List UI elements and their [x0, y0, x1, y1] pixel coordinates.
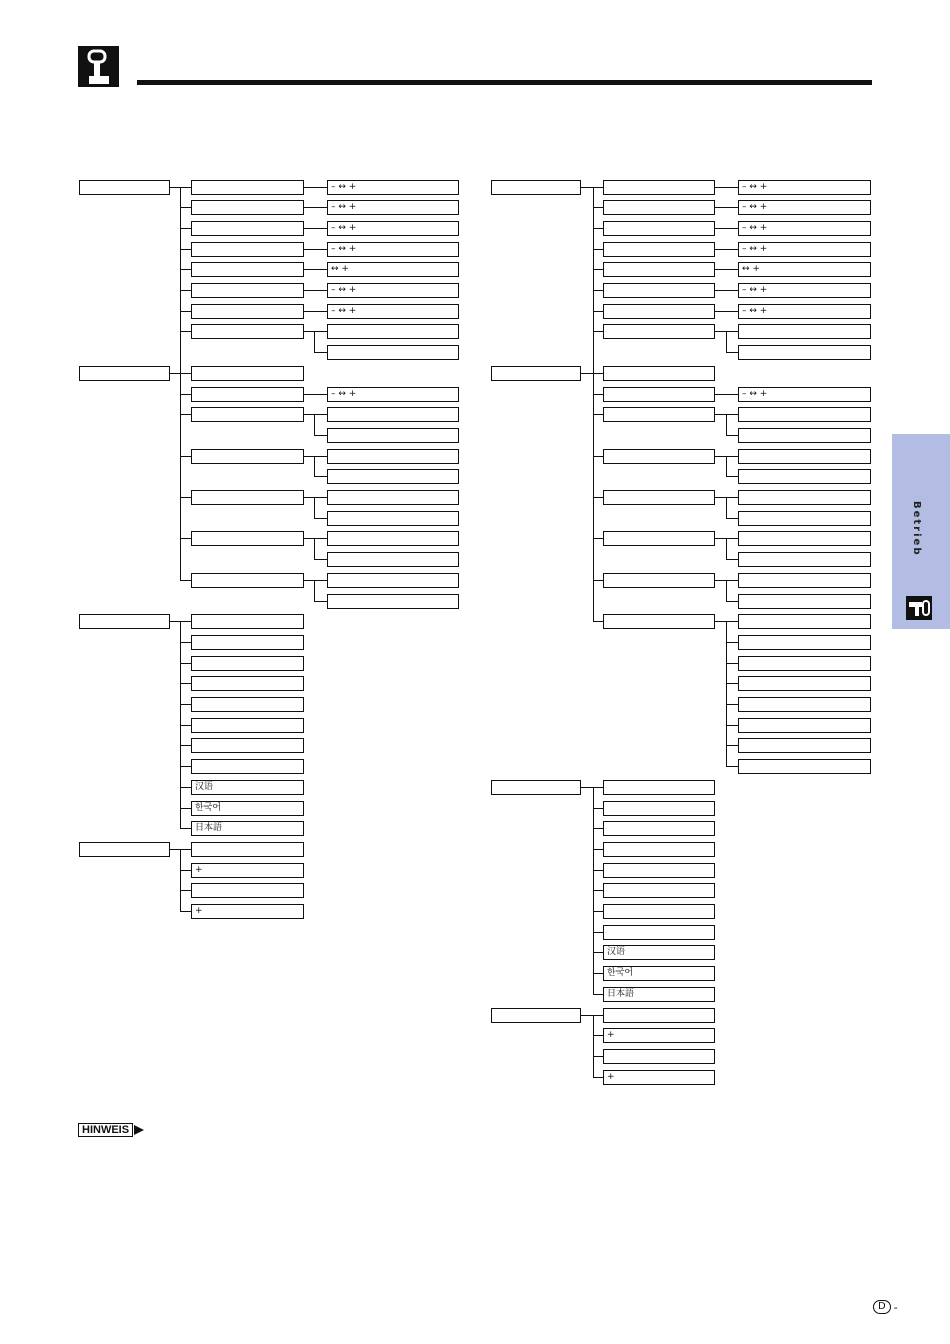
- menu-root-item: [79, 366, 170, 381]
- menu-sub-item: [603, 221, 715, 236]
- connector-line: [304, 290, 327, 291]
- connector-line: [593, 973, 603, 974]
- connector-line: [715, 414, 726, 415]
- connector-line: [726, 497, 727, 519]
- connector-line: [593, 1056, 603, 1057]
- connector-line: [726, 538, 727, 560]
- menu-sub-item: [191, 635, 304, 650]
- connector-line: [180, 849, 191, 850]
- menu-sub-item: [603, 242, 715, 257]
- connector-line: [593, 1015, 603, 1016]
- menu-option-item: – ↔ +: [327, 304, 459, 319]
- connector-line: [726, 331, 738, 332]
- menu-option-item: [738, 759, 871, 774]
- connector-line: [593, 373, 594, 622]
- connector-line: [726, 704, 738, 705]
- connector-line: [180, 808, 191, 809]
- menu-sub-item: [191, 407, 304, 422]
- connector-line: [726, 766, 738, 767]
- connector-line: [593, 414, 603, 415]
- connector-line: [593, 228, 603, 229]
- connector-line: [726, 435, 738, 436]
- connector-line: [180, 704, 191, 705]
- connector-line: [180, 269, 191, 270]
- connector-line: [180, 828, 191, 829]
- connector-line: [726, 414, 738, 415]
- connector-line: [726, 476, 738, 477]
- menu-sub-item: [603, 1049, 715, 1064]
- connector-line: [715, 580, 726, 581]
- menu-option-item: [327, 490, 459, 505]
- menu-option-item: [738, 511, 871, 526]
- connector-line: [314, 580, 315, 602]
- connector-line: [715, 187, 738, 188]
- menu-sub-item: [191, 387, 304, 402]
- menu-option-item: – ↔ +: [738, 242, 871, 257]
- menu-option-item: [327, 407, 459, 422]
- menu-sub-item: [191, 262, 304, 277]
- menu-sub-item: [191, 573, 304, 588]
- menu-option-item: [738, 531, 871, 546]
- connector-line: [180, 642, 191, 643]
- arrow-right-icon: [134, 1125, 144, 1135]
- menu-sub-item: [603, 821, 715, 836]
- menu-option-item: [327, 511, 459, 526]
- connector-line: [314, 456, 327, 457]
- menu-root-item: [79, 614, 170, 629]
- menu-option-item: – ↔ +: [738, 221, 871, 236]
- connector-line: [593, 373, 603, 374]
- connector-line: [715, 456, 726, 457]
- connector-line: [726, 497, 738, 498]
- connector-line: [180, 580, 191, 581]
- menu-option-item: [738, 490, 871, 505]
- connector-line: [715, 311, 738, 312]
- connector-line: [715, 228, 738, 229]
- connector-line: [304, 497, 314, 498]
- menu-sub-item: [603, 200, 715, 215]
- connector-line: [593, 787, 603, 788]
- connector-line: [593, 787, 594, 995]
- connector-line: [304, 228, 327, 229]
- connector-line: [593, 331, 603, 332]
- connector-line: [180, 787, 191, 788]
- connector-line: [593, 187, 594, 374]
- connector-line: [314, 352, 327, 353]
- menu-sub-item: [603, 614, 715, 629]
- connector-line: [593, 580, 603, 581]
- connector-line: [715, 269, 738, 270]
- connector-line: [726, 642, 738, 643]
- connector-line: [304, 394, 327, 395]
- connector-line: [593, 808, 603, 809]
- menu-option-item: [738, 552, 871, 567]
- menu-sub-item: [191, 449, 304, 464]
- menu-option-item: – ↔ +: [738, 200, 871, 215]
- connector-line: [593, 207, 603, 208]
- connector-line: [726, 683, 738, 684]
- menu-sub-item: 日本語: [191, 821, 304, 836]
- connector-line: [726, 559, 738, 560]
- menu-option-item: – ↔ +: [327, 180, 459, 195]
- connector-line: [304, 269, 327, 270]
- page-number-suffix: -: [893, 1300, 898, 1314]
- menu-option-item: [738, 449, 871, 464]
- connector-line: [726, 621, 727, 767]
- connector-line: [180, 849, 181, 912]
- connector-line: [726, 456, 727, 478]
- menu-sub-item: [603, 449, 715, 464]
- menu-option-item: [327, 449, 459, 464]
- menu-sub-item: [191, 200, 304, 215]
- connector-line: [180, 187, 191, 188]
- connector-line: [180, 207, 191, 208]
- connector-line: [726, 331, 727, 353]
- menu-option-item: [327, 594, 459, 609]
- connector-line: [314, 331, 327, 332]
- connector-line: [304, 538, 314, 539]
- connector-line: [304, 331, 314, 332]
- menu-sub-item: [191, 490, 304, 505]
- connector-line: [715, 621, 726, 622]
- connector-line: [715, 249, 738, 250]
- connector-line: [180, 311, 191, 312]
- connector-line: [726, 601, 738, 602]
- connector-line: [593, 187, 603, 188]
- connector-line: [180, 373, 181, 581]
- menu-option-item: [738, 594, 871, 609]
- menu-sub-item: [191, 283, 304, 298]
- connector-line: [304, 187, 327, 188]
- menu-sub-item: [191, 531, 304, 546]
- connector-line: [593, 952, 603, 953]
- connector-line: [593, 269, 603, 270]
- menu-option-item: [738, 697, 871, 712]
- menu-sub-item: [603, 262, 715, 277]
- menu-sub-item: [191, 366, 304, 381]
- connector-line: [180, 538, 191, 539]
- connector-line: [304, 414, 314, 415]
- connector-line: [726, 621, 738, 622]
- connector-line: [715, 497, 726, 498]
- connector-line: [593, 249, 603, 250]
- menu-sub-item: [191, 221, 304, 236]
- menu-sub-item: [603, 925, 715, 940]
- menu-option-item: [738, 573, 871, 588]
- menu-option-item: [738, 718, 871, 733]
- menu-sub-item: [191, 656, 304, 671]
- connector-line: [314, 456, 315, 478]
- connector-line: [314, 497, 327, 498]
- connector-line: [314, 538, 327, 539]
- connector-line: [593, 911, 603, 912]
- menu-sub-item: [603, 883, 715, 898]
- menu-sub-item: [603, 366, 715, 381]
- connector-line: [180, 414, 191, 415]
- menu-option-item: [327, 573, 459, 588]
- connector-line: [593, 1035, 603, 1036]
- menu-sub-item: [603, 573, 715, 588]
- connector-line: [593, 497, 603, 498]
- menu-root-item: [491, 366, 581, 381]
- connector-line: [180, 621, 191, 622]
- connector-line: [314, 559, 327, 560]
- connector-line: [726, 580, 727, 602]
- menu-sub-item: [191, 304, 304, 319]
- menu-option-item: ↔ +: [327, 262, 459, 277]
- connector-line: [314, 331, 315, 353]
- menu-option-item: [327, 324, 459, 339]
- connector-line: [726, 580, 738, 581]
- menu-sub-item: 한국어: [191, 801, 304, 816]
- connector-line: [593, 621, 603, 622]
- connector-line: [180, 456, 191, 457]
- connector-line: [726, 725, 738, 726]
- menu-sub-item: [191, 614, 304, 629]
- menu-sub-item: [603, 304, 715, 319]
- menu-sub-item: [191, 697, 304, 712]
- menu-sub-item: [603, 904, 715, 919]
- connector-line: [180, 663, 191, 664]
- menu-root-item: [79, 180, 170, 195]
- connector-line: [314, 414, 327, 415]
- connector-line: [726, 518, 738, 519]
- menu-option-item: [738, 614, 871, 629]
- menu-sub-item: +: [191, 904, 304, 919]
- connector-line: [304, 311, 327, 312]
- connector-line: [314, 580, 327, 581]
- menu-sub-item: [603, 531, 715, 546]
- connector-line: [593, 1077, 603, 1078]
- connector-line: [304, 580, 314, 581]
- connector-line: [180, 725, 191, 726]
- menu-sub-item: [603, 283, 715, 298]
- menu-sub-item: [191, 676, 304, 691]
- menu-root-item: [79, 842, 170, 857]
- menu-option-item: – ↔ +: [327, 283, 459, 298]
- menu-option-item: – ↔ +: [738, 304, 871, 319]
- connector-line: [715, 538, 726, 539]
- menu-sub-item: [603, 863, 715, 878]
- menu-option-item: [738, 656, 871, 671]
- connector-line: [715, 290, 738, 291]
- connector-line: [593, 394, 603, 395]
- connector-line: [180, 911, 191, 912]
- menu-sub-item: [191, 738, 304, 753]
- connector-line: [593, 538, 603, 539]
- connector-line: [593, 1015, 594, 1078]
- connector-line: [180, 290, 191, 291]
- menu-option-item: – ↔ +: [327, 387, 459, 402]
- menu-option-item: [738, 407, 871, 422]
- menu-option-item: [738, 324, 871, 339]
- menu-sub-item: 한국어: [603, 966, 715, 981]
- menu-option-item: [327, 345, 459, 360]
- connector-line: [180, 394, 191, 395]
- connector-line: [304, 456, 314, 457]
- menu-option-item: [738, 428, 871, 443]
- connector-line: [593, 890, 603, 891]
- connector-line: [314, 435, 327, 436]
- menu-option-item: [738, 345, 871, 360]
- menu-sub-item: [603, 324, 715, 339]
- menu-option-item: – ↔ +: [327, 200, 459, 215]
- note-label: HINWEIS: [78, 1123, 133, 1137]
- menu-sub-item: [603, 780, 715, 795]
- menu-sub-item: [603, 387, 715, 402]
- menu-sub-item: [603, 842, 715, 857]
- connector-line: [726, 352, 738, 353]
- connector-line: [715, 207, 738, 208]
- menu-option-item: – ↔ +: [327, 221, 459, 236]
- menu-option-item: – ↔ +: [738, 387, 871, 402]
- menu-sub-item: +: [191, 863, 304, 878]
- note: [78, 1122, 144, 1137]
- connector-line: [593, 849, 603, 850]
- connector-line: [180, 890, 191, 891]
- connector-line: [314, 476, 327, 477]
- menu-sub-item: [603, 490, 715, 505]
- connector-line: [314, 497, 315, 519]
- menu-sub-item: [603, 801, 715, 816]
- menu-option-item: [327, 469, 459, 484]
- connector-line: [304, 249, 327, 250]
- connector-line: [726, 663, 738, 664]
- connector-line: [180, 331, 191, 332]
- menu-sub-item: 汉语: [191, 780, 304, 795]
- connector-line: [180, 870, 191, 871]
- connector-line: [180, 497, 191, 498]
- connector-line: [726, 414, 727, 436]
- connector-line: [726, 745, 738, 746]
- menu-option-item: ↔ +: [738, 262, 871, 277]
- menu-root-item: [491, 1008, 581, 1023]
- menu-root-item: [491, 780, 581, 795]
- connector-line: [314, 414, 315, 436]
- menu-option-item: – ↔ +: [738, 283, 871, 298]
- connector-line: [593, 456, 603, 457]
- page-number: [873, 1300, 898, 1314]
- menu-option-item: – ↔ +: [738, 180, 871, 195]
- menu-sub-item: [603, 407, 715, 422]
- connector-line: [180, 187, 181, 374]
- connector-line: [593, 932, 603, 933]
- connector-line: [314, 518, 327, 519]
- menu-option-item: [738, 469, 871, 484]
- menu-sub-item: [603, 180, 715, 195]
- connector-line: [180, 228, 191, 229]
- connector-line: [593, 828, 603, 829]
- menu-sub-item: [191, 180, 304, 195]
- connector-line: [593, 870, 603, 871]
- connector-line: [180, 745, 191, 746]
- connector-line: [314, 601, 327, 602]
- connector-line: [593, 994, 603, 995]
- connector-line: [593, 311, 603, 312]
- connector-line: [304, 207, 327, 208]
- connector-line: [726, 538, 738, 539]
- menu-sub-item: [191, 324, 304, 339]
- menu-sub-item: [191, 759, 304, 774]
- menu-option-item: [738, 635, 871, 650]
- connector-line: [715, 331, 726, 332]
- page-language-badge: D: [873, 1300, 891, 1314]
- menu-sub-item: +: [603, 1028, 715, 1043]
- menu-option-item: [738, 676, 871, 691]
- menu-sub-item: 汉语: [603, 945, 715, 960]
- menu-option-item: [327, 428, 459, 443]
- menu-sub-item: [191, 718, 304, 733]
- menu-option-item: [327, 552, 459, 567]
- connector-line: [180, 373, 191, 374]
- menu-root-item: [491, 180, 581, 195]
- menu-sub-item: 日本語: [603, 987, 715, 1002]
- connector-line: [180, 621, 181, 829]
- connector-line: [180, 766, 191, 767]
- connector-line: [726, 456, 738, 457]
- connector-line: [593, 290, 603, 291]
- connector-line: [180, 249, 191, 250]
- menu-sub-item: [191, 842, 304, 857]
- connector-line: [314, 538, 315, 560]
- menu-sub-item: [191, 883, 304, 898]
- menu-option-item: [738, 738, 871, 753]
- menu-option-item: – ↔ +: [327, 242, 459, 257]
- connector-line: [180, 683, 191, 684]
- menu-sub-item: +: [603, 1070, 715, 1085]
- hand-pointing-icon: [906, 596, 932, 620]
- menu-sub-item: [603, 1008, 715, 1023]
- side-tab-label: Betrieb: [911, 501, 922, 557]
- menu-option-item: [327, 531, 459, 546]
- connector-line: [715, 394, 738, 395]
- menu-sub-item: [191, 242, 304, 257]
